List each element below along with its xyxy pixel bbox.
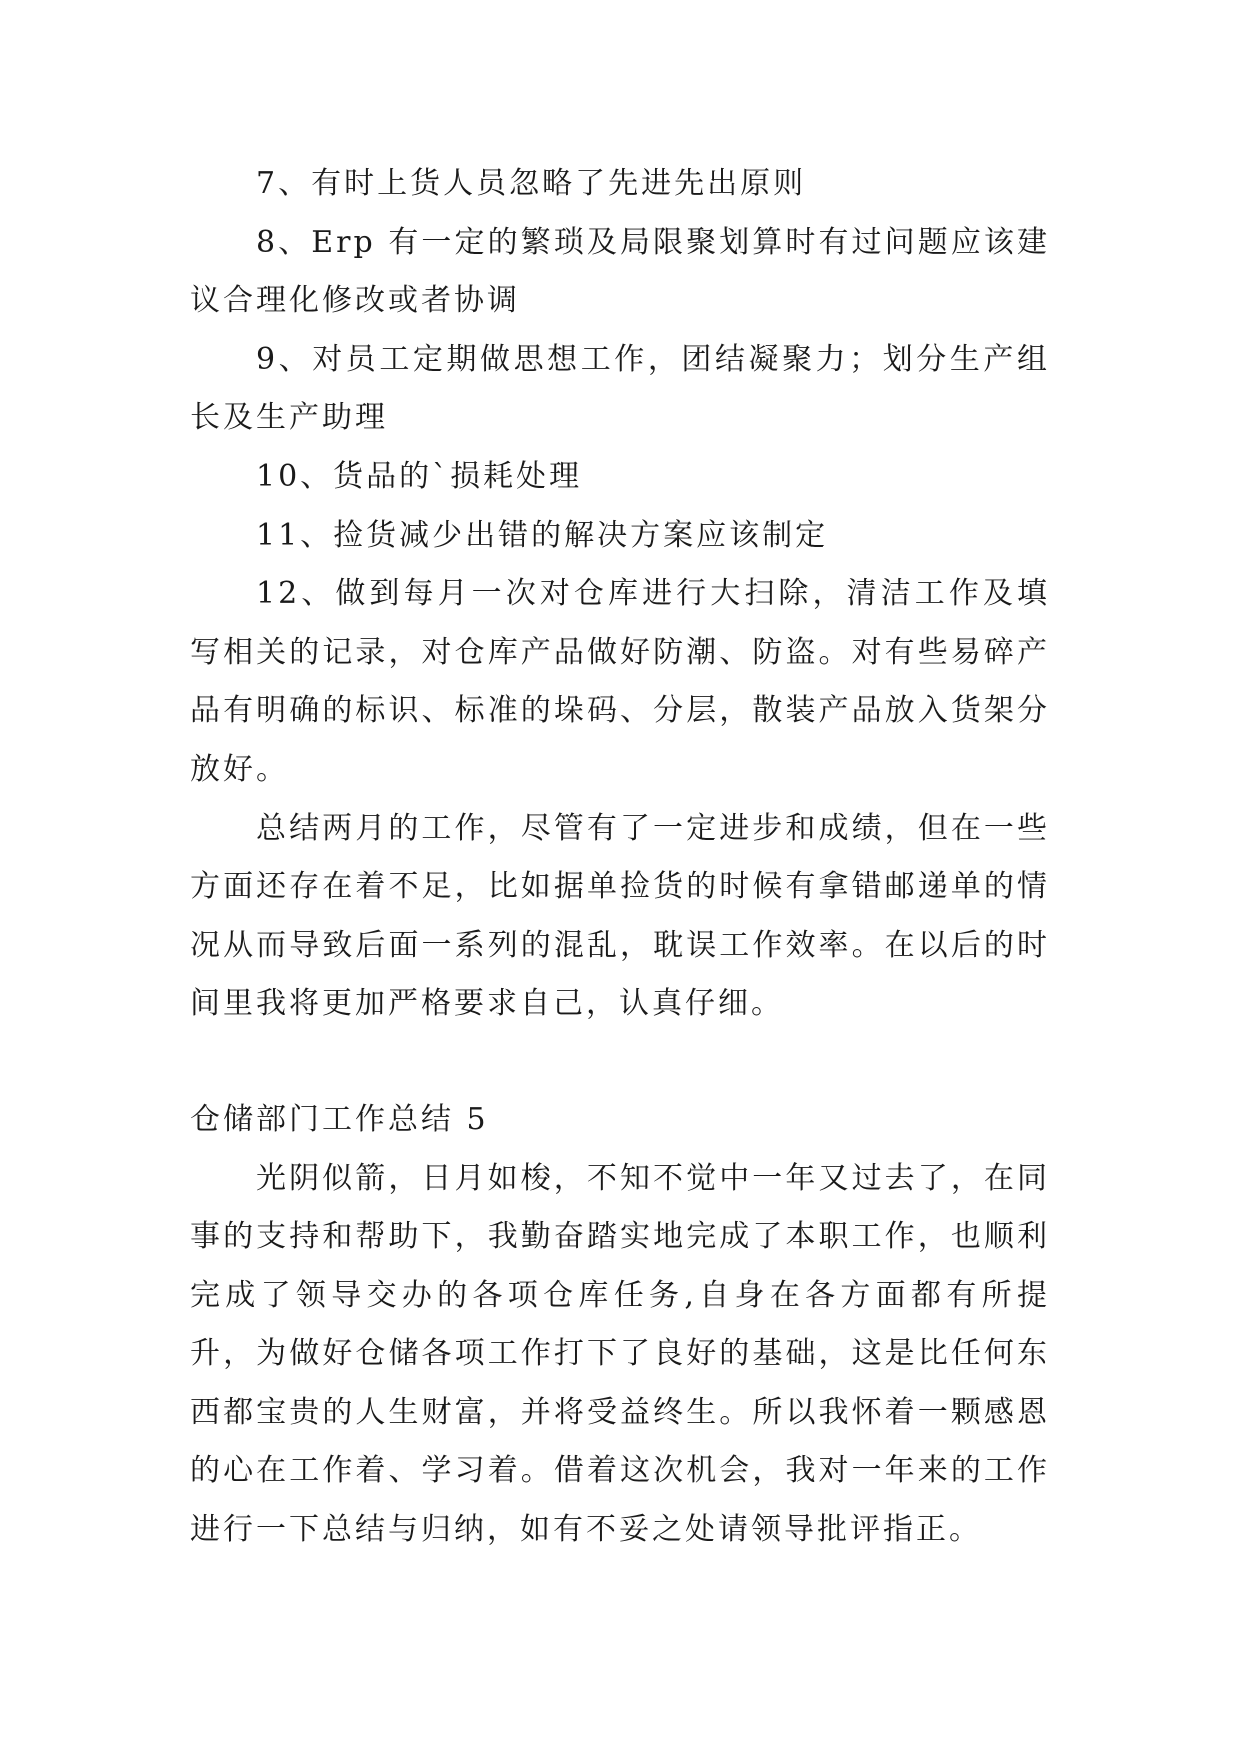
list-item-11: 11、捡货减少出错的解决方案应该制定 — [256, 517, 829, 553]
list-item-12: 12、做到每月一次对仓库进行大扫除，清洁工作及填写相关的记录，对仓库产品做好防潮、防盗。对有些易碎产品有明确的标识、标准的垛码、分层，散装产品放入货架分放好。 — [190, 576, 1050, 787]
list-item-9: 9、对员工定期做思想工作，团结凝聚力；划分生产组长及生产助理 — [190, 341, 1050, 436]
section-title: 仓储部门工作总结 5 — [190, 1101, 489, 1137]
list-item-8: 8、Erp 有一定的繁琐及局限聚划算时有过问题应该建议合理化修改或者协调 — [190, 224, 1050, 319]
list-item-10: 10、货品的`损耗处理 — [256, 458, 583, 494]
list-item-7: 7、有时上货人员忽略了先进先出原则 — [256, 166, 807, 201]
section-body-paragraph: 光阴似箭，日月如梭，不知不觉中一年又过去了，在同事的支持和帮助下，我勤奋踏实地完成了本职工作，也顺利完成了领导交办的各项仓库任务,自身在各方面都有所提升，为做好仓储各项工作打下了良好的基础，这是比任何东西都宝贵的人生财富，并将受益终生。所以我怀着一颗感恩的心在工作着、学习着。借着这次机会，我对一年来的工作进行一下总结与归纳，如有不妥之处请领导批评指正。 — [190, 1160, 1050, 1548]
summary-paragraph: 总结两月的工作，尽管有了一定进步和成绩，但在一些方面还存在着不足，比如据单捡货的时候有拿错邮递单的情况从而导致后面一系列的混乱，耽误工作效率。在以后的时间里我将更加严格要求自己，认真仔细。 — [190, 810, 1050, 1022]
document-page — [190, 155, 1050, 1560]
